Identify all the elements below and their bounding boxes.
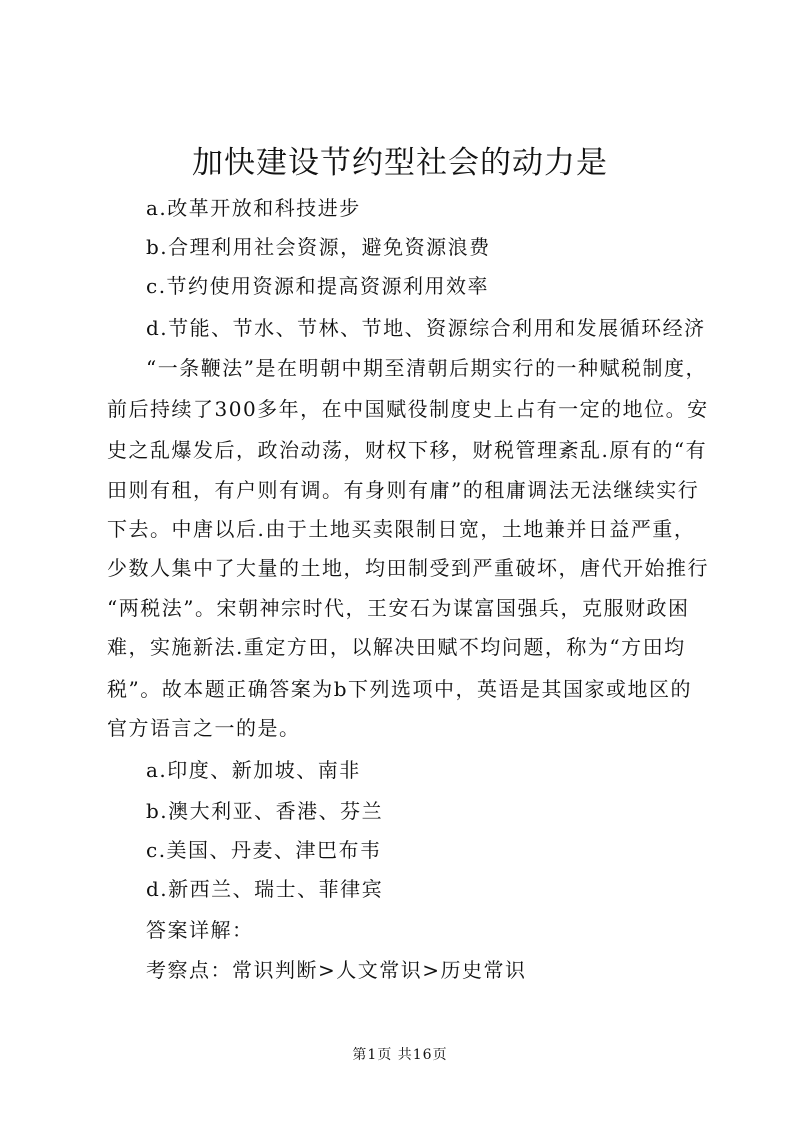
explanation-line: 难，实施新法.重定方田，以解决田赋不均问题，称为“方田均	[107, 635, 686, 659]
question2-option-b: b.澳大利亚、香港、芬兰	[146, 799, 384, 823]
question1-option-c: c.节约使用资源和提高资源利用效率	[146, 274, 490, 298]
question1-option-a: a.改革开放和科技进步	[146, 196, 361, 220]
question2-option-a: a.印度、新加坡、南非	[146, 758, 361, 782]
question2-option-d: d.新西兰、瑞士、菲律宾	[146, 877, 384, 901]
question1-option-d: d.节能、节水、节林、节地、资源综合利用和发展循环经济	[146, 316, 706, 340]
explanation-line: 少数人集中了大量的土地，均田制受到严重破坏，唐代开始推行	[107, 556, 709, 580]
exam-point: 考察点：常识判断>人文常识>历史常识	[146, 958, 527, 982]
explanation-line: 田则有租，有户则有调。有身则有庸”的租庸调法无法继续实行	[107, 478, 700, 502]
page-title: 加快建设节约型社会的动力是	[192, 145, 608, 181]
page-footer: 第1页 共16页	[352, 1047, 448, 1063]
explanation-line: 官方语言之一的是。	[107, 716, 301, 740]
explanation-line: 史之乱爆发后，政治动荡，财权下移，财税管理紊乱.原有的“有	[107, 438, 708, 462]
explanation-line: 下去。中唐以后.由于土地买卖限制日宽，土地兼并日益严重，	[107, 517, 696, 541]
answer-heading: 答案详解：	[146, 918, 254, 942]
question2-option-c: c.美国、丹麦、津巴布韦	[146, 838, 382, 862]
explanation-line: 税”。故本题正确答案为b下列选项中，英语是其国家或地区的	[107, 677, 693, 701]
explanation-line: “一条鞭法”是在明朝中期至清朝后期实行的一种赋税制度，	[146, 356, 707, 380]
question1-option-b: b.合理利用社会资源，避免资源浪费	[146, 235, 491, 259]
explanation-line: 前后持续了300多年，在中国赋役制度史上占有一定的地位。安	[107, 397, 709, 421]
explanation-line: “两税法”。宋朝神宗时代，王安石为谋富国强兵，克服财政困	[107, 596, 690, 620]
